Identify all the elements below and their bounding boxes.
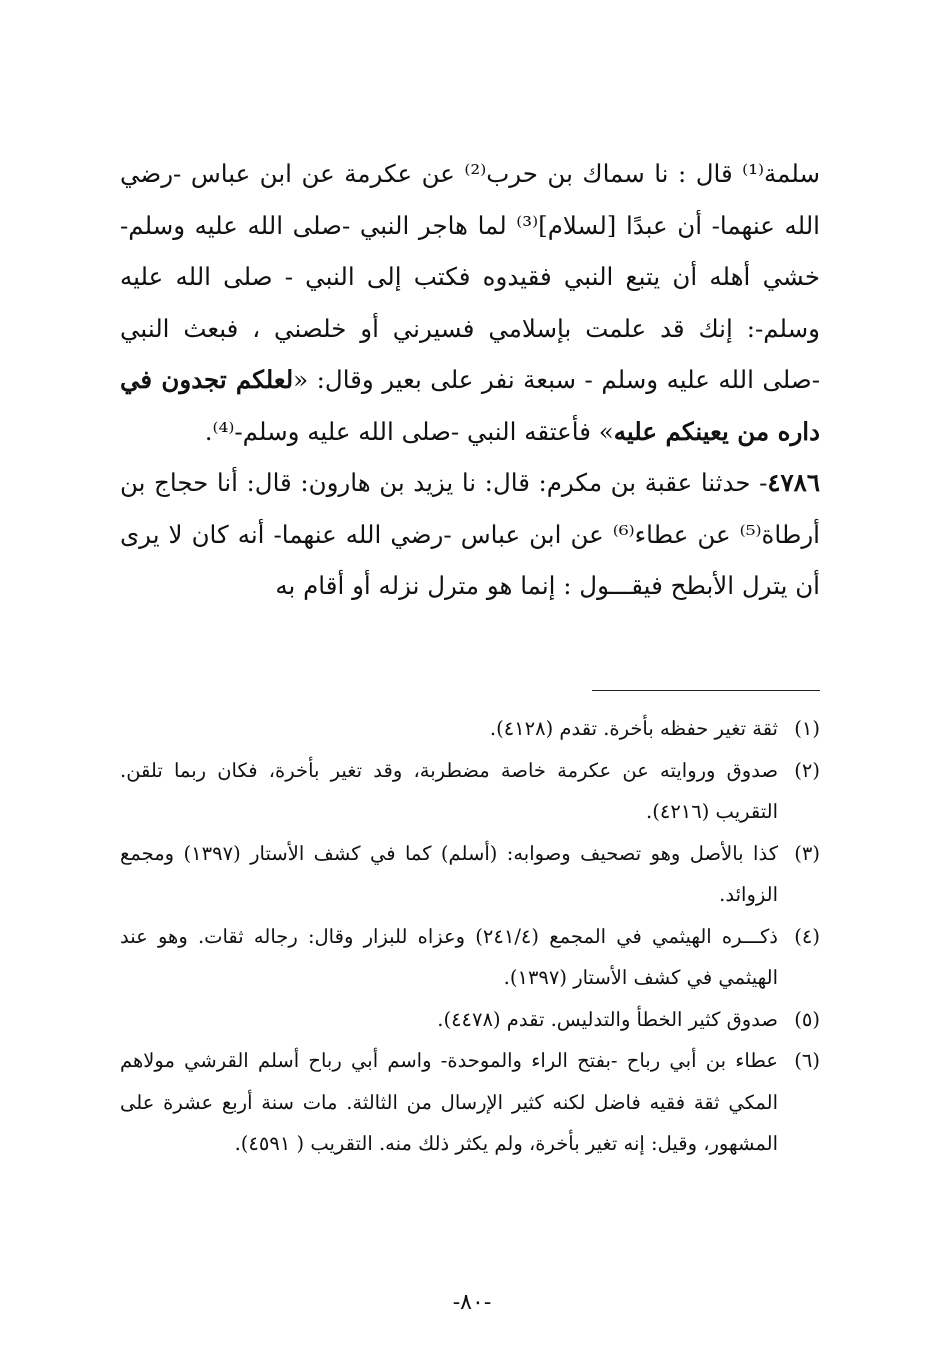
- footnote-mark: (٥): [794, 1007, 820, 1031]
- footnote-text: صدوق كثير الخطأ والتدليس. تقدم (٤٤٧٨).: [437, 1007, 778, 1031]
- footnote-item: [120, 916, 820, 999]
- footnote-text: صدوق وروايته عن عكرمة خاصة مضطربة، وقد تغير بأخرة، فكان ربما تلقن. التقريب (٤٢١٦).: [120, 758, 778, 823]
- footnote-mark: (٤): [794, 924, 820, 948]
- footnote-text: ذكـــره الهيثمي في المجمع (٢٤١/٤) وعزاه للبزار وقال: رجاله ثقات. وهو عند الهيثمي في كشف الأستار (١٣٩٧).: [120, 924, 778, 989]
- prophetic-quote: لعلكم تجدون في داره من يعينكم عليه: [120, 365, 820, 446]
- hadith-paragraph: [120, 457, 820, 612]
- footnote-text: ثقة تغير حفظه بأخرة. تقدم (٤١٢٨).: [489, 717, 778, 740]
- footnote-mark: (١): [794, 717, 820, 740]
- footnote-mark: (٣): [794, 841, 820, 865]
- footnote-text: كذا بالأصل وهو تصحيف وصوابه: (أسلم) كما في كشف الأستار (١٣٩٧) ومجمع الزوائد.: [120, 841, 778, 906]
- para1-text: سلمة⁽¹⁾ قال : نا سماك بن حرب⁽²⁾ عن عكرمة عن ابن عباس -رضي الله عنهما- أن عبدًا [لسلام]⁽³⁾ لما هاجر النبي -صلى الله عليه وسلم- خشي أهله أن يتبع النبي فقيدوه فكتب إلى النبي - صلى الله عليه وسلم-: إنك قد علمت بإسلامي فسيرني أو خلصني ، فبعث النبي -صلى الله عليه وسلم - سبعة نفر على بعير وقال: «: [120, 159, 820, 394]
- footnote-mark: (٢): [794, 758, 820, 782]
- main-text-block: [120, 148, 820, 612]
- footnote-mark: (٦): [794, 1049, 820, 1072]
- footnote-item: [120, 1040, 820, 1165]
- footnotes-block: [120, 708, 820, 1165]
- para2-text: - حدثنا عقبة بن مكرم: قال: نا يزيد بن هارون: قال: أنا حجاج بن أرطاة⁽⁵⁾ عن عطاء⁽⁶⁾ عن ابن عباس -رضي الله عنهما- أنه كان لا يرى أن يترل الأبطح فيقـــول : إنما هو مترل نزله أو أقام به: [120, 468, 820, 600]
- hadith-continuation-paragraph: [120, 148, 820, 457]
- footnote-item: [120, 750, 820, 833]
- footnote-item: [120, 999, 820, 1041]
- footnote-separator: [592, 690, 820, 691]
- footnote-item: [120, 708, 820, 750]
- hadith-number: ٤٧٨٦: [767, 468, 820, 497]
- para1-end-text: » فأعتقه النبي -صلى الله عليه وسلم-⁽⁴⁾.: [204, 416, 614, 446]
- footnote-item: [120, 833, 820, 916]
- footnote-text: عطاء بن أبي رباح -بفتح الراء والموحدة- واسم أبي رباح أسلم القرشي مولاهم المكي ثقة فقيه فاضل لكنه كثير الإرسال من الثالثة. مات سنة أربع عشرة على المشهور، وقيل: إنه تغير بأخرة، ولم يكثر ذلك منه. التقريب ( ٤٥٩١).: [120, 1049, 778, 1155]
- page-number: -٨٠-: [452, 1290, 492, 1315]
